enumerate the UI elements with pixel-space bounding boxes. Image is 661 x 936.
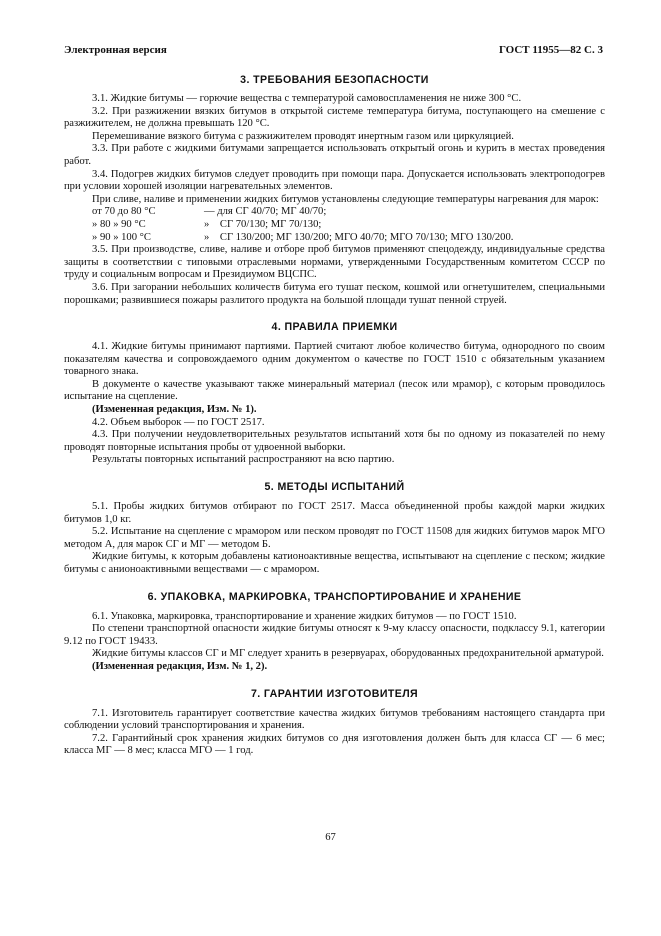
temperature-grades: СГ 70/130; МГ 70/130;	[219, 218, 322, 230]
header-left: Электронная версия	[64, 44, 167, 56]
temperature-grades: СГ 130/200; МГ 130/200; МГО 40/70; МГО 70/130; МГО 130/200.	[219, 231, 514, 243]
section-4-paragraph: 4.1. Жидкие битумы принимают партиями. Партией считают любое количество битума, однородного по своим показателям качества и сопровождаемого одним документом о качестве по ГОСТ 1510 с обязательным указанием товарного знака.	[64, 341, 605, 378]
section-3-paragraph: 3.1. Жидкие битумы — горючие вещества с температурой самовоспламенения не ниже 300 °С.	[92, 93, 522, 104]
section-3-paragraph: 3.6. При загорании небольших количеств битума его тушат песком, кошмой или огнетушителем, специальными порошками; развившиеся пожары разлитого продукта на большой площади тушат пенной струей.	[64, 281, 605, 306]
section-4-paragraph: Результаты повторных испытаний распространяют на всю партию.	[92, 454, 395, 466]
temperature-row	[64, 219, 605, 232]
section-7-paragraph: 7.2. Гарантийный срок хранения жидких битумов со дня изготовления должен быть для класса СГ — 6 мес; класса МГ — 8 мес; класса МГО — 1 год.	[64, 732, 605, 757]
page-number: 67	[325, 832, 336, 843]
section-6-paragraph: Жидкие битумы классов СГ и МГ следует хранить в резервуарах, оборудованных предохранительной арматурой.	[92, 648, 604, 660]
section-4-paragraph: 4.3. При получении неудовлетворительных результатов испытаний хотя бы по одному из показателей по нему проводят повторные испытания пробы от удвоенной выборки.	[64, 429, 605, 453]
section-3-paragraph: Перемешивание вязкого битума с разжижителем проводят инертным газом или циркуляцией.	[92, 130, 514, 142]
section-5-paragraph: Жидкие битумы, к которым добавлены катионоактивные вещества, испытывают на сцепление с песком; жидкие битумы с анионоактивными веществами — с мрамором.	[64, 551, 605, 575]
section-7-paragraph: 7.1. Изготовитель гарантирует соответствие качества жидких битумов требованиям настоящего стандарта при соблюдении условий транспортирования и хранения.	[64, 707, 605, 732]
temperature-range: » 90 » 100 °С	[92, 231, 151, 243]
temperature-row	[64, 206, 605, 219]
section-3-paragraph: 3.2. При разжижении вязких битумов в открытой системе температура битума, поступающего на смешение с разжижителем, не должна превышать 120 °С.	[64, 105, 605, 130]
section-4-title: 4. ПРАВИЛА ПРИЕМКИ	[271, 321, 398, 334]
section-6-paragraph: По степени транспортной опасности жидкие битумы относят к 9-му классу опасности, подклассу 9.1, категории 9.12 по ГОСТ 19433.	[64, 623, 605, 647]
section-3-paragraph: При сливе, наливе и применении жидких битумов установлены следующие температуры нагревания для марок:	[92, 193, 599, 205]
section-6-paragraph: 6.1. Упаковка, маркировка, транспортирование и хранение жидких битумов — по ГОСТ 1510.	[92, 610, 517, 622]
section-5-title: 5. МЕТОДЫ ИСПЫТАНИЙ	[264, 481, 405, 494]
temperature-grades: СГ 40/70; МГ 40/70;	[235, 206, 327, 218]
section-6-title: 6. УПАКОВКА, МАРКИРОВКА, ТРАНСПОРТИРОВАНИЕ И ХРАНЕНИЕ	[147, 590, 522, 603]
section-3-title: 3. ТРЕБОВАНИЯ БЕЗОПАСНОСТИ	[240, 74, 429, 86]
temperature-row	[64, 232, 605, 245]
amendment-note: (Измененная редакция, Изм. № 1).	[92, 404, 257, 416]
section-3-paragraph: 3.3. При работе с жидкими битумами запрещается использовать открытый огонь и курить в местах проведения работ.	[64, 143, 605, 167]
section-4-paragraph: В документе о качестве указывают также минеральный материал (песок или мрамор), с которым проводилось испытание на сцепление.	[64, 378, 605, 403]
page-content	[64, 74, 605, 758]
section-3-paragraph: 3.5. При производстве, сливе, наливе и отборе проб битумов применяют спецодежду, индивидуальные средства защиты в соответствии с типовыми отраслевыми нормами, утвержденными Государственным комитетом СССР по труду и социальным вопросам и Президиумом ВЦСПС.	[64, 244, 605, 281]
section-5-paragraph: 5.2. Испытание на сцепление с мрамором или песком проводят по ГОСТ 11508 для жидких битумов марок МГО методом А, для марок СГ и МГ — методом Б.	[64, 526, 605, 550]
section-5-paragraph: 5.1. Пробы жидких битумов отбирают по ГОСТ 2517. Масса объединенной пробы каждой марки жидких битумов 1,0 кг.	[64, 501, 605, 525]
temperature-prefix: »	[204, 231, 210, 243]
section-7-title: 7. ГАРАНТИИ ИЗГОТОВИТЕЛЯ	[250, 687, 419, 700]
header-right: ГОСТ 11955—82 С. 3	[498, 44, 603, 56]
temperature-range: » 80 » 90 °С	[92, 218, 146, 230]
amendment-note: (Измененная редакция, Изм. № 1, 2).	[92, 660, 268, 672]
temperature-prefix: — для	[204, 206, 233, 218]
temperature-range: от 70 до 80 °С	[92, 206, 156, 218]
temperature-prefix: »	[204, 218, 210, 230]
section-3-paragraph: 3.4. Подогрев жидких битумов следует проводить при помощи пара. Допускается использовать электроподогрев при условии хорошей изоляции нагревательных элементов.	[64, 168, 605, 193]
section-4-paragraph: 4.2. Объем выборок — по ГОСТ 2517.	[92, 416, 265, 428]
